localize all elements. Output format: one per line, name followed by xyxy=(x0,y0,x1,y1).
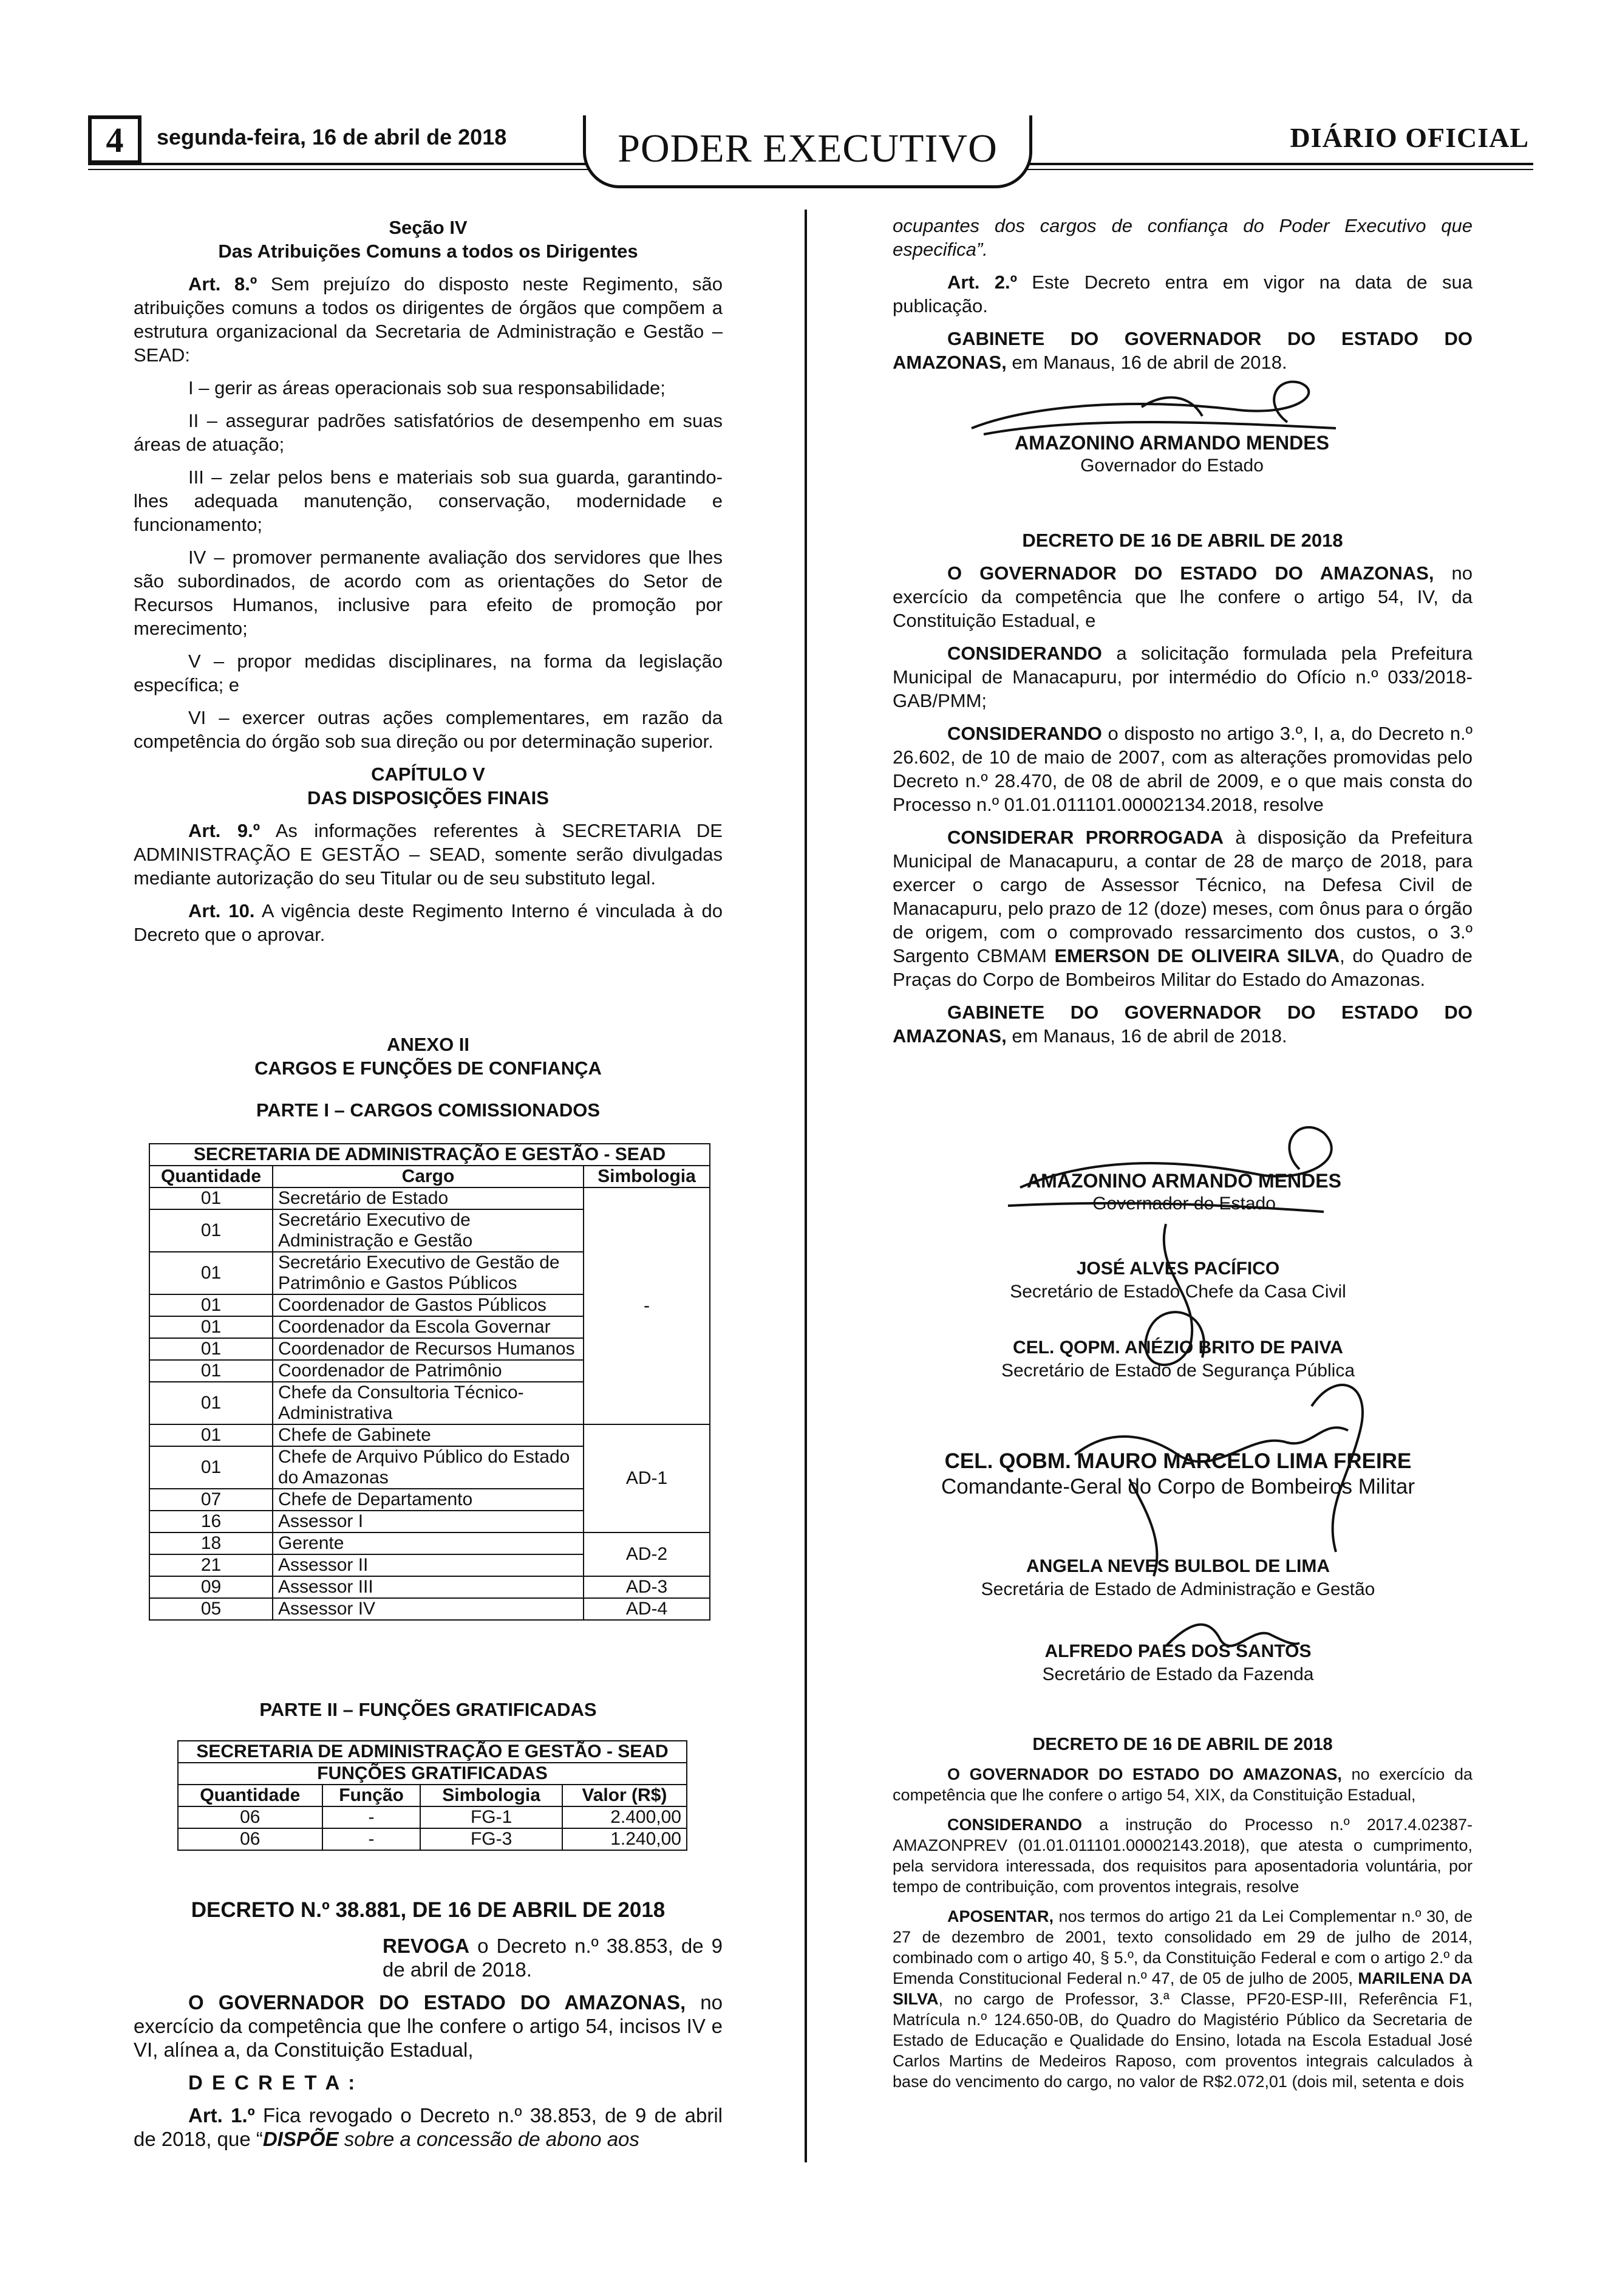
art1-label: Art. 1.º xyxy=(188,2104,255,2127)
art10-text: A vigência deste Regimento Interno é vinculada à do Decreto que o aprovar. xyxy=(134,900,723,945)
revoga-paragraph xyxy=(383,1934,723,1981)
table-row xyxy=(178,1828,687,1850)
considerando-text: a instrução do Processo n.º 2017.4.02387-AMAZONPREV (01.01.011101.00002143.2018), que atesta o cumprimento, pela servidora interessada, dos requisitos para aposentadoria voluntária, por tempo de contribuição, com proventos integrais, resolve xyxy=(893,1816,1473,1896)
parte1-title: PARTE I – CARGOS COMISSIONADOS xyxy=(256,1099,601,1121)
section-title: PODER EXECUTIVO xyxy=(583,115,1032,188)
art8-paragraph xyxy=(134,272,723,367)
cell: 1.240,00 xyxy=(562,1828,687,1850)
signer-role: Governador do Estado xyxy=(1080,456,1264,476)
qty-cell: 21 xyxy=(149,1554,273,1576)
decreto-title: DECRETO N.º 38.881, DE 16 DE ABRIL DE 2018 xyxy=(191,1898,666,1922)
cell: FG-1 xyxy=(420,1806,562,1828)
qty-cell: 07 xyxy=(149,1489,273,1511)
item-3: III – zelar pelos bens e materiais sob sua guarda, garantindo-lhes adequada manutenção, conservação, modernidade e funcionamento; xyxy=(134,466,723,535)
considerando-label: CONSIDERANDO xyxy=(947,723,1102,744)
qty-cell: 01 xyxy=(149,1187,273,1209)
revoga-text: o Decreto n.º 38.853, de 9 de abril de 2018. xyxy=(383,1935,723,1981)
servidor-name: EMERSON DE OLIVEIRA SILVA xyxy=(1054,945,1340,966)
funcoes-table-subtitle: FUNÇÕES GRATIFICADAS xyxy=(178,1763,687,1785)
qty-cell: 01 xyxy=(149,1424,273,1446)
gabinete-paragraph-1 xyxy=(893,327,1473,374)
section-subheading: Das Atribuições Comuns a todos os Dirigentes xyxy=(218,241,638,262)
signer-role: Governador do Estado xyxy=(1092,1194,1276,1214)
cargo-cell: Chefe de Departamento xyxy=(273,1489,584,1511)
prorrogacao-paragraph xyxy=(893,825,1473,991)
art1-emphasis: DISPÕE xyxy=(262,2128,339,2150)
servidora-name: MARILENA DA SILVA xyxy=(893,1969,1473,2008)
signer-name: ANGELA NEVES BULBOL DE LIMA xyxy=(1026,1556,1330,1576)
signer-role: Comandante-Geral do Corpo de Bombeiros Militar xyxy=(941,1475,1415,1498)
table-row xyxy=(149,1424,710,1446)
signature-block-4 xyxy=(959,1336,1397,1382)
signature-block-6 xyxy=(959,1555,1397,1601)
table-row xyxy=(149,1187,710,1209)
cargo-cell: Assessor III xyxy=(273,1576,584,1598)
item-2: II – assegurar padrões satisfatórios de desempenho em suas áreas de atuação; xyxy=(134,410,723,455)
continuation-text: ocupantes dos cargos de confiança do Poder Executivo que especifica”. xyxy=(893,215,1473,260)
revoga-label: REVOGA xyxy=(383,1935,470,1957)
qty-cell: 09 xyxy=(149,1576,273,1598)
considerando-label: CONSIDERANDO xyxy=(947,1816,1083,1834)
col-header-valor: Valor (R$) xyxy=(562,1785,687,1806)
item-4: IV – promover permanente avaliação dos servidores que lhes são subordinados, de acordo com as orientações do Setor de Recursos Humanos, inclusive para efeito de promoção por merecimento; xyxy=(134,547,723,639)
aposentar-text: nos termos do artigo 21 da Lei Complementar n.º 30, de 27 de dezembro de 2001, texto consolidado em 29 de julho de 2014, combinado com o artigo 40, § 5.º, da Constituição Federal e com o artigo 2.º da Emenda Constitucional Federal n.º 47, de 05 de julho de 2005, xyxy=(893,1907,1473,1987)
table-row xyxy=(149,1576,710,1598)
funcoes-table-title: SECRETARIA DE ADMINISTRAÇÃO E GESTÃO - SEAD xyxy=(178,1741,687,1763)
col-header-quantidade: Quantidade xyxy=(178,1785,322,1806)
signer-role: Secretário de Estado da Fazenda xyxy=(1042,1664,1314,1684)
cargo-cell: Secretário Executivo de Administração e Gestão xyxy=(273,1209,584,1252)
item-6: VI – exercer outras ações complementares, em razão da competência do órgão sob sua direção ou por determinação superior. xyxy=(134,707,723,752)
gabinete-label: GABINETE DO GOVERNADOR DO ESTADO DO AMAZONAS, xyxy=(893,1002,1473,1047)
column-divider xyxy=(805,210,807,2162)
anexo-title: ANEXO II xyxy=(386,1034,470,1055)
signer-name: JOSÉ ALVES PACÍFICO xyxy=(1076,1259,1280,1279)
signer-name: CEL. QOPM. ANÉZIO BRITO DE PAIVA xyxy=(1013,1338,1343,1358)
symbol-cell: AD-3 xyxy=(584,1576,710,1598)
gov-label: O GOVERNADOR DO ESTADO DO AMAZONAS, xyxy=(188,1991,686,2014)
art8-label: Art. 8.º xyxy=(188,273,257,295)
decreto-prorrogacao xyxy=(893,528,1473,1057)
decreto-title: DECRETO DE 16 DE ABRIL DE 2018 xyxy=(1022,530,1343,551)
cargo-cell: Assessor IV xyxy=(273,1598,584,1620)
symbol-cell: AD-1 xyxy=(584,1424,710,1532)
cargo-cell: Assessor I xyxy=(273,1511,584,1532)
governador-paragraph xyxy=(893,1764,1473,1805)
cargo-cell: Secretário de Estado xyxy=(273,1187,584,1209)
col-header-quantidade: Quantidade xyxy=(149,1166,273,1187)
right-column-top xyxy=(893,214,1473,383)
decreto-38881 xyxy=(134,1898,723,2160)
prorrogacao-text: à disposição da Prefeitura Municipal de Manacapuru, a contar de 28 de março de 2018, para exercer o cargo de Assessor Técnico, na Defesa Civil de Manacapuru, pelo prazo de 12 (doze) meses, com ônus para o órgão de origem, com o comprovado ressarcimento dos custos, o 3.º Sargento CBMAM xyxy=(893,827,1473,966)
gabinete-text: em Manaus, 16 de abril de 2018. xyxy=(1006,1025,1287,1047)
considerando-3 xyxy=(893,1814,1473,1897)
qty-cell: 01 xyxy=(149,1209,273,1252)
governador-paragraph xyxy=(134,1990,723,2062)
art9-paragraph xyxy=(134,819,723,890)
signer-name: ALFREDO PAES DOS SANTOS xyxy=(1044,1641,1312,1661)
symbol-cell: AD-2 xyxy=(584,1532,710,1576)
cargo-cell: Gerente xyxy=(273,1532,584,1554)
parte2-block xyxy=(134,1698,723,1731)
aposentar-label: APOSENTAR, xyxy=(947,1907,1054,1925)
art9-label: Art. 9.º xyxy=(188,820,260,841)
cargo-cell: Coordenador de Patrimônio xyxy=(273,1360,584,1382)
cell: 2.400,00 xyxy=(562,1806,687,1828)
decreta-heading: D E C R E T A : xyxy=(188,2071,357,2094)
cargo-cell: Chefe de Gabinete xyxy=(273,1424,584,1446)
gov-label: O GOVERNADOR DO ESTADO DO AMAZONAS, xyxy=(947,562,1434,584)
publication-name: DIÁRIO OFICIAL xyxy=(1290,122,1529,153)
considerando-text: o disposto no artigo 3.º, I, a, do Decreto n.º 26.602, de 10 de maio de 2007, com as alterações promovidas pelo Decreto n.º 28.470, de 08 de abril de 2009, e o que mais consta do Processo n.º 01.01.011101.00002134.2018, resolve xyxy=(893,723,1473,815)
col-header-funcao: Função xyxy=(322,1785,421,1806)
signer-role: Secretário de Estado de Segurança Pública xyxy=(1001,1361,1355,1381)
art8-text: Sem prejuízo do disposto neste Regimento, são atribuições comuns a todos os dirigentes de órgãos que compõem a estrutura organizacional da Secretaria de Administração e Gestão – SEAD: xyxy=(134,273,723,366)
signer-name: AMAZONINO ARMANDO MENDES xyxy=(1027,1170,1341,1192)
signature-block-7 xyxy=(959,1640,1397,1686)
symbol-cell: - xyxy=(584,1187,710,1424)
qty-cell: 01 xyxy=(149,1338,273,1360)
page-number: 4 xyxy=(88,115,141,164)
art2-label: Art. 2.º xyxy=(947,272,1017,293)
qty-cell: 01 xyxy=(149,1252,273,1294)
signer-role: Secretário de Estado Chefe da Casa Civil xyxy=(1010,1282,1346,1302)
cargo-cell: Coordenador da Escola Governar xyxy=(273,1316,584,1338)
gov-text: no exercício da competência que lhe confere o artigo 54, incisos IV e VI, alínea a, da Constituição Estadual, xyxy=(134,1991,723,2061)
table-row xyxy=(178,1806,687,1828)
col-header-cargo: Cargo xyxy=(273,1166,584,1187)
prorrogacao-label: CONSIDERAR PRORROGADA xyxy=(947,827,1224,848)
qty-cell: 18 xyxy=(149,1532,273,1554)
cargo-cell: Coordenador de Recursos Humanos xyxy=(273,1338,584,1360)
parte2-title: PARTE II – FUNÇÕES GRATIFICADAS xyxy=(259,1699,597,1720)
funcoes-table xyxy=(177,1740,687,1851)
qty-cell: 01 xyxy=(149,1382,273,1424)
cargo-cell: Secretário Executivo de Gestão de Patrimônio e Gastos Públicos xyxy=(273,1252,584,1294)
col-header-simbologia: Simbologia xyxy=(420,1785,562,1806)
item-1: I – gerir as áreas operacionais sob sua responsabilidade; xyxy=(188,377,666,398)
item-5: V – propor medidas disciplinares, na forma da legislação específica; e xyxy=(134,651,723,695)
considerando-text: a solicitação formulada pela Prefeitura Municipal de Manacapuru, por intermédio do Ofício n.º 033/2018-GAB/PMM; xyxy=(893,643,1473,711)
signature-block-2 xyxy=(972,1169,1397,1215)
aposentar-text-end: , no cargo de Professor, 3.ª Classe, PF20-ESP-III, Referência F1, Matrícula n.º 124.650-0B, do Quadro do Magistério Público da Secretaria de Estado de Educação e Qualidade do Ensino, lotada na Escola Estadual José Carlos Martins de Medeiros Raposo, com proventos integrais calculados à base do vencimento do cargo, no valor de R$2.072,01 (dois mil, setenta e dois xyxy=(893,1990,1473,2091)
art2-paragraph xyxy=(893,270,1473,318)
cell: - xyxy=(322,1806,421,1828)
cargos-table xyxy=(149,1143,710,1621)
cargo-cell: Assessor II xyxy=(273,1554,584,1576)
art2-text: Este Decreto entra em vigor na data de sua publicação. xyxy=(893,272,1473,316)
qty-cell: 01 xyxy=(149,1294,273,1316)
table-row xyxy=(149,1532,710,1554)
considerando-1 xyxy=(893,641,1473,712)
art1-paragraph xyxy=(134,2103,723,2151)
art10-paragraph xyxy=(134,899,723,946)
anexo-subtitle: CARGOS E FUNÇÕES DE CONFIANÇA xyxy=(254,1057,602,1079)
art9-text: As informações referentes à SECRETARIA DE ADMINISTRAÇÃO E GESTÃO – SEAD, somente serão divulgadas mediante autorização do seu Titular ou de seu substituto legal. xyxy=(134,820,723,889)
cargo-cell: Coordenador de Gastos Públicos xyxy=(273,1294,584,1316)
left-column xyxy=(134,216,723,955)
cell: 06 xyxy=(178,1828,322,1850)
chapter-subheading: DAS DISPOSIÇÕES FINAIS xyxy=(307,787,549,808)
cargo-cell: Chefe da Consultoria Técnico-Administrativa xyxy=(273,1382,584,1424)
gov-label: O GOVERNADOR DO ESTADO DO AMAZONAS, xyxy=(947,1765,1342,1783)
prorrogacao-text-end: , do Quadro de Praças do Corpo de Bombeiros Militar do Estado do Amazonas. xyxy=(893,945,1473,990)
signer-name: AMAZONINO ARMANDO MENDES xyxy=(1015,432,1329,454)
cargos-table-title: SECRETARIA DE ADMINISTRAÇÃO E GESTÃO - SEAD xyxy=(149,1144,710,1166)
signature-block-1 xyxy=(959,431,1384,477)
section-heading: Seção IV xyxy=(389,217,468,238)
art1-tail: sobre a concessão de abono aos xyxy=(338,2128,639,2150)
signer-role: Secretária de Estado de Administração e Gestão xyxy=(981,1579,1375,1599)
col-header-simbologia: Simbologia xyxy=(584,1166,710,1187)
decreto-title: DECRETO DE 16 DE ABRIL DE 2018 xyxy=(1032,1735,1333,1754)
gabinete-label: GABINETE DO GOVERNADOR DO ESTADO DO AMAZONAS, xyxy=(893,328,1473,373)
signature-block-5 xyxy=(929,1449,1427,1500)
chapter-heading: CAPÍTULO V xyxy=(371,764,485,785)
cell: - xyxy=(322,1828,421,1850)
cell: FG-3 xyxy=(420,1828,562,1850)
gabinete-text: em Manaus, 16 de abril de 2018. xyxy=(1006,352,1287,373)
governador-paragraph xyxy=(893,561,1473,632)
page-date: segunda-feira, 16 de abril de 2018 xyxy=(157,125,507,149)
qty-cell: 01 xyxy=(149,1360,273,1382)
anexo-block xyxy=(134,1033,723,1131)
considerando-2 xyxy=(893,722,1473,816)
decreto-aposentadoria xyxy=(893,1734,1473,2101)
cell: 06 xyxy=(178,1806,322,1828)
signer-name: CEL. QOBM. MAURO MARCELO LIMA FREIRE xyxy=(944,1449,1412,1473)
art1-text: Fica revogado o Decreto n.º 38.853, de 9 de abril de 2018, que “ xyxy=(134,2104,723,2150)
cargo-cell: Chefe de Arquivo Público do Estado do Amazonas xyxy=(273,1446,584,1489)
qty-cell: 01 xyxy=(149,1446,273,1489)
aposentar-paragraph xyxy=(893,1906,1473,2092)
symbol-cell: AD-4 xyxy=(584,1598,710,1620)
qty-cell: 01 xyxy=(149,1316,273,1338)
considerando-label: CONSIDERANDO xyxy=(947,643,1102,664)
signature-block-3 xyxy=(959,1257,1397,1303)
qty-cell: 16 xyxy=(149,1511,273,1532)
gabinete-paragraph-2 xyxy=(893,1000,1473,1048)
gov-text: no exercício da competência que lhe confere o artigo 54, XIX, da Constituição Estadual, xyxy=(893,1765,1473,1804)
art10-label: Art. 10. xyxy=(188,900,255,921)
gov-text: no exercício da competência que lhe confere o artigo 54, IV, da Constituição Estadual, e xyxy=(893,562,1473,631)
table-row xyxy=(149,1598,710,1620)
qty-cell: 05 xyxy=(149,1598,273,1620)
